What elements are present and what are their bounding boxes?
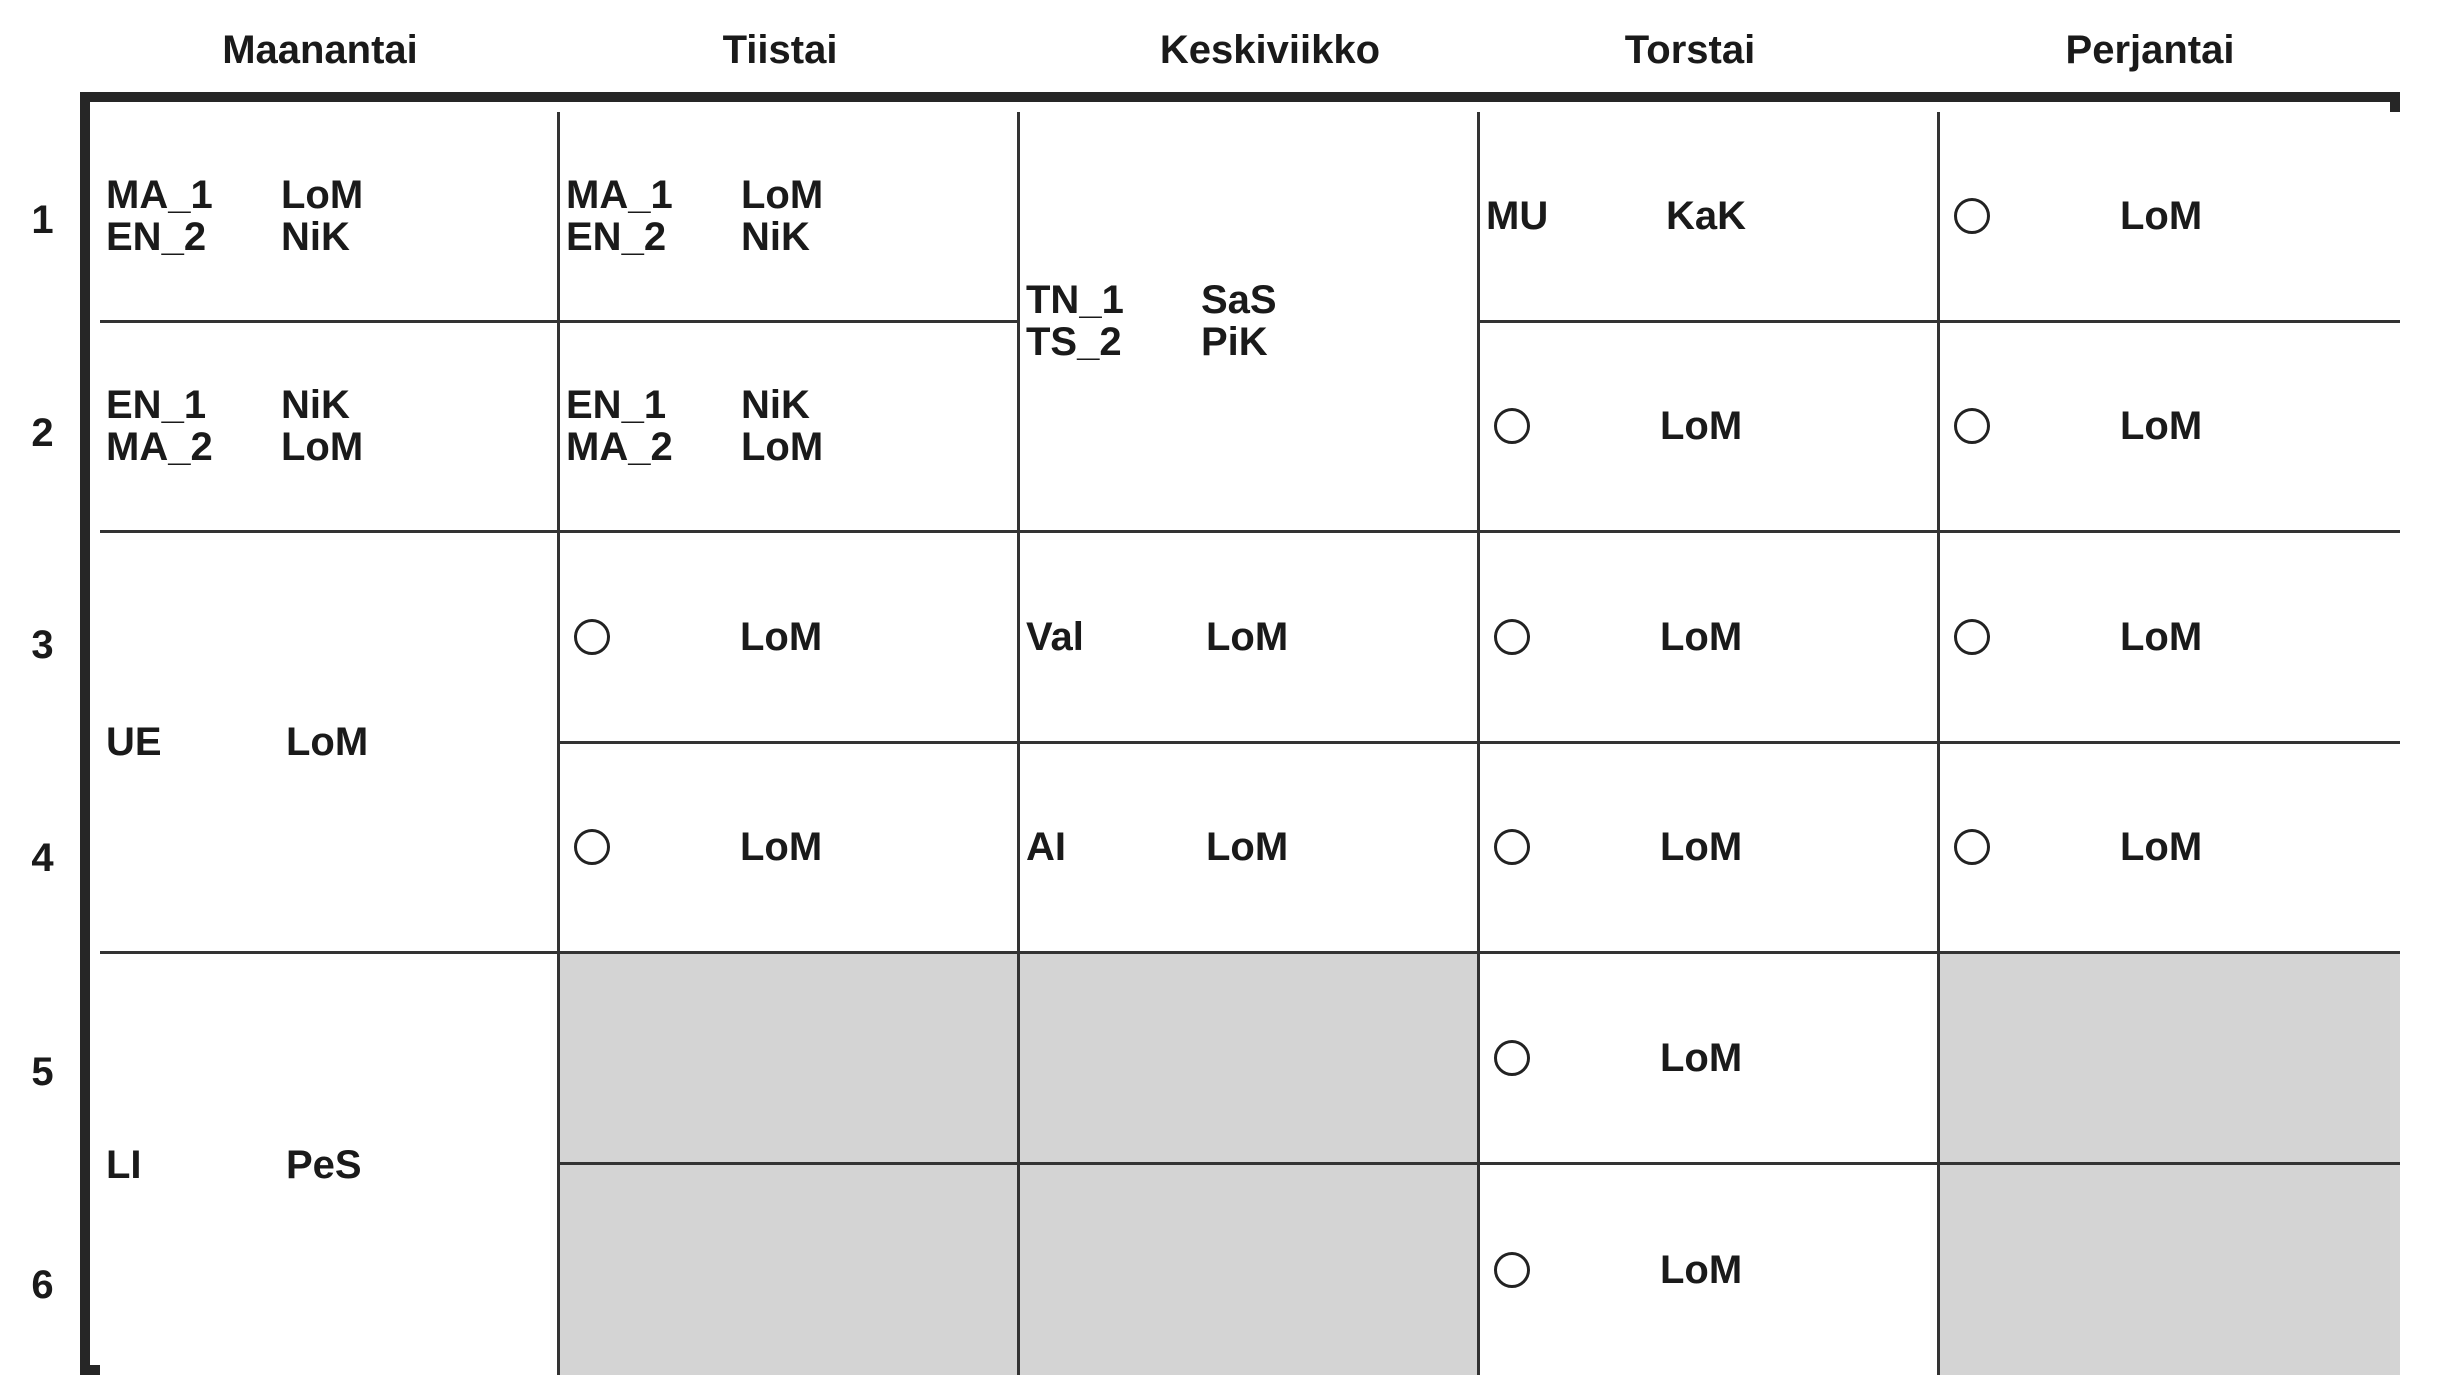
teacher: LoM: [1660, 1035, 1743, 1080]
teacher: LoM: [1206, 825, 1289, 870]
cell-friday-6-empty[interactable]: [1940, 1165, 2400, 1376]
teacher: SaS: [1201, 278, 1277, 322]
teacher: PeS: [286, 1142, 362, 1187]
teacher: NiK: [281, 383, 350, 428]
subject: UE: [106, 720, 162, 764]
day-header-thursday: Torstai: [1624, 28, 1756, 72]
day-header-friday: Perjantai: [2065, 28, 2235, 72]
row-number-3: 3: [31, 623, 54, 667]
cell-friday-5-empty[interactable]: [1940, 954, 2400, 1165]
cell-monday-3-4[interactable]: [100, 533, 560, 954]
cell-monday-5-6[interactable]: [100, 954, 560, 1375]
teacher: LoM: [1660, 404, 1743, 449]
subject: MA_2: [566, 425, 673, 470]
teacher: LoM: [741, 172, 824, 217]
circle-icon: [1954, 408, 1990, 444]
cell-wednesday-6-empty[interactable]: [1020, 1165, 1480, 1376]
teacher: LoM: [740, 614, 823, 659]
teacher: LoM: [281, 425, 364, 470]
day-header-wednesday: Keskiviikko: [1159, 28, 1381, 72]
subject: MU: [1486, 193, 1549, 238]
day-header-tuesday: Tiistai: [722, 28, 838, 72]
subject: EN_2: [566, 214, 667, 259]
teacher: LoM: [281, 172, 364, 217]
cell-thursday-5[interactable]: [1480, 954, 1940, 1165]
cell-friday-2[interactable]: [1940, 323, 2400, 534]
teacher: LoM: [2120, 825, 2203, 870]
cell-thursday-6[interactable]: [1480, 1165, 1940, 1376]
cell-thursday-3[interactable]: [1480, 533, 1940, 744]
subject: EN_1: [566, 383, 667, 428]
teacher: LoM: [1660, 614, 1743, 659]
cell-wednesday-4[interactable]: [1020, 744, 1480, 955]
teacher: NiK: [741, 383, 810, 428]
subject: EN_2: [106, 214, 207, 259]
cell-tuesday-1[interactable]: [560, 112, 1020, 323]
subject: TN_1: [1026, 278, 1124, 322]
subject: EN_1: [106, 383, 207, 428]
cell-tuesday-6-empty[interactable]: [560, 1165, 1020, 1376]
subject: MA_2: [106, 425, 213, 470]
cell-tuesday-5-empty[interactable]: [560, 954, 1020, 1165]
teacher: LoM: [2120, 614, 2203, 659]
row-number-5: 5: [31, 1050, 54, 1094]
circle-icon: [1954, 198, 1990, 234]
circle-icon: [574, 829, 610, 865]
teacher: LoM: [286, 720, 369, 764]
cell-friday-3[interactable]: [1940, 533, 2400, 744]
subject: Val: [1026, 614, 1084, 659]
teacher: LoM: [2120, 193, 2203, 238]
subject: LI: [106, 1142, 142, 1187]
day-header-monday: Maanantai: [222, 28, 418, 72]
subject: MA_1: [566, 172, 673, 217]
circle-icon: [1494, 408, 1530, 444]
circle-icon: [1954, 619, 1990, 655]
cell-thursday-2[interactable]: [1480, 323, 1940, 534]
row-number-4: 4: [31, 836, 54, 880]
row-number-2: 2: [31, 411, 54, 455]
teacher: LoM: [741, 425, 824, 470]
circle-icon: [1494, 1252, 1530, 1288]
row-number-6: 6: [31, 1263, 54, 1307]
teacher: LoM: [1206, 614, 1289, 659]
timetable-grid: [100, 112, 2400, 1375]
cell-tuesday-4[interactable]: [560, 744, 1020, 955]
teacher: PiK: [1201, 320, 1268, 364]
circle-icon: [1954, 829, 1990, 865]
cell-wednesday-3[interactable]: [1020, 533, 1480, 744]
subject: MA_1: [106, 172, 213, 217]
cell-friday-1[interactable]: [1940, 112, 2400, 323]
teacher: KaK: [1666, 193, 1747, 238]
cell-monday-1[interactable]: [100, 112, 560, 323]
teacher: LoM: [1660, 825, 1743, 870]
cell-monday-2[interactable]: [100, 323, 560, 534]
cell-wednesday-1-2[interactable]: [1020, 112, 1480, 533]
teacher: LoM: [2120, 404, 2203, 449]
teacher: NiK: [741, 214, 810, 259]
cell-wednesday-5-empty[interactable]: [1020, 954, 1480, 1165]
teacher: LoM: [740, 825, 823, 870]
cell-tuesday-2[interactable]: [560, 323, 1020, 534]
row-number-1: 1: [31, 198, 54, 242]
subject: TS_2: [1026, 320, 1122, 364]
cell-tuesday-3[interactable]: [560, 533, 1020, 744]
cell-thursday-1[interactable]: [1480, 112, 1940, 323]
timetable-frame: [80, 92, 2400, 1375]
cell-thursday-4[interactable]: [1480, 744, 1940, 955]
circle-icon: [1494, 619, 1530, 655]
circle-icon: [574, 619, 610, 655]
subject: AI: [1026, 825, 1066, 870]
circle-icon: [1494, 1040, 1530, 1076]
teacher: LoM: [1660, 1247, 1743, 1292]
cell-friday-4[interactable]: [1940, 744, 2400, 955]
circle-icon: [1494, 829, 1530, 865]
teacher: NiK: [281, 214, 350, 259]
